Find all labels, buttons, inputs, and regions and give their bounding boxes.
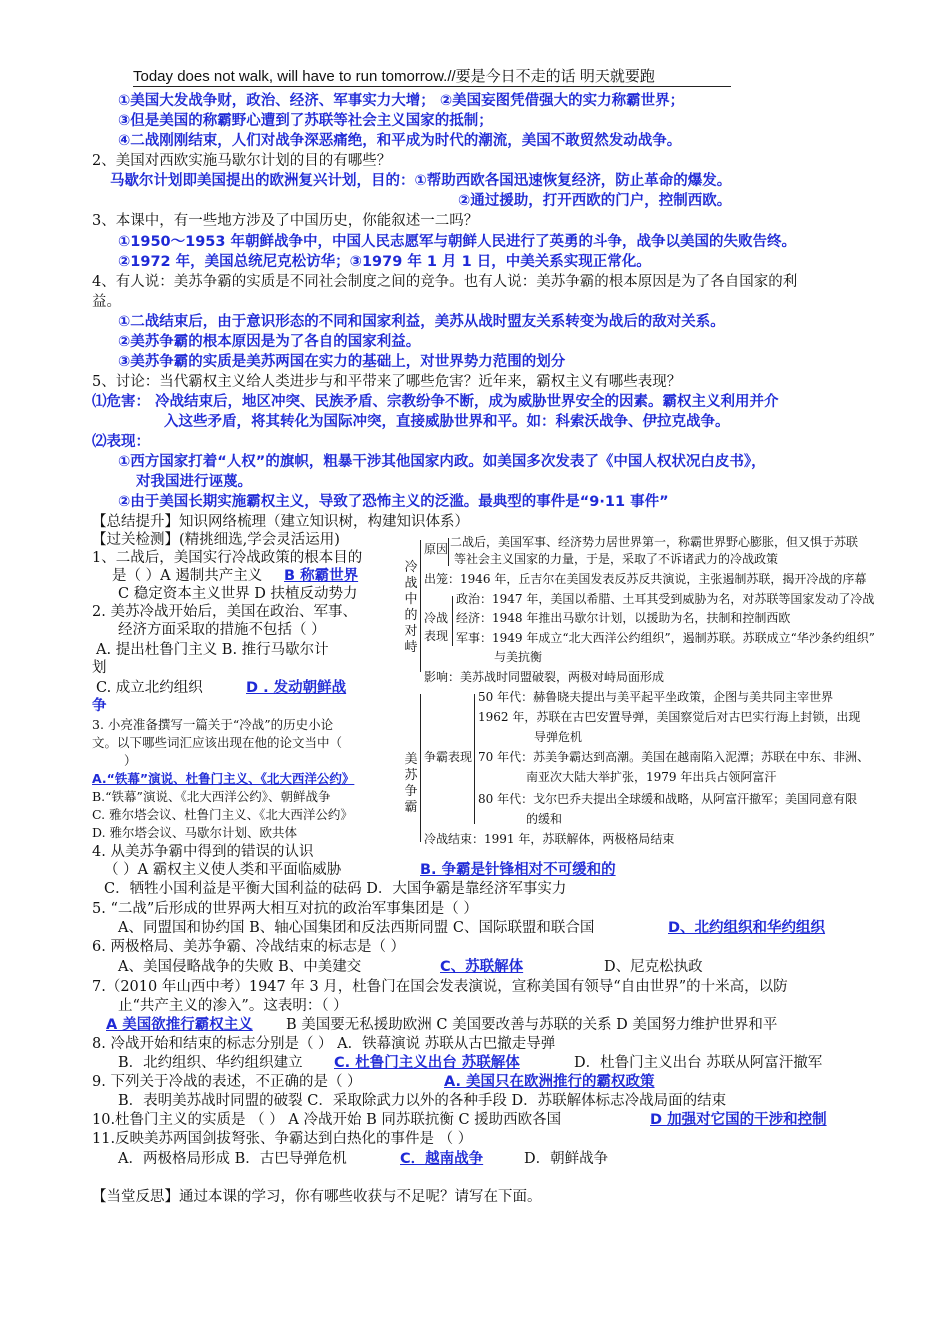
text-line: A．两极格局形成 B．古巴导弹危机 [118, 1151, 347, 1167]
text-line: 1、二战后，美国实行冷战政策的根本目的 [92, 550, 363, 566]
text-line: ②由于美国长期实施霸权主义，导致了恐怖主义的泛滥。最典型的事件是“9·11 事件” [118, 494, 669, 510]
text-line: D．杜鲁门主义出台 苏联从阿富汗撤军 [574, 1055, 823, 1071]
tree-node: 军事：1949 年成立“北大西洋公约组织”，遏制苏联。苏联成立“华沙条约组织” [456, 631, 875, 645]
text-line: 经济方面采取的措施不包括（ ） [118, 622, 326, 638]
text-line: 入这些矛盾，将其转化为国际冲突，直接威胁世界和平。如：科索沃战争、伊拉克战争。 [164, 414, 730, 430]
text-line: B. 争霸是针锋相对不可缓和的 [420, 862, 616, 878]
tree-bracket-rivalry-forms [474, 694, 475, 824]
tree-node: 南亚次大陆大举扩张，1979 年出兵占领阿富汗 [526, 770, 777, 784]
text-line: A、同盟国和协约国 B、轴心国集团和反法西斯同盟 C、国际联盟和联合国 [118, 920, 595, 936]
text-line: ③美苏争霸的实质是美苏两国在实力的基础上，对世界势力范围的划分 [118, 354, 566, 370]
text-line: 2. 美苏冷战开始后，美国在政治、军事、 [92, 604, 357, 620]
text-line: 对我国进行诬蔑。 [136, 474, 252, 490]
text-line: 【过关检测】(精挑细选,学会灵活运用) [92, 532, 340, 548]
tree-node: 冷战 [424, 611, 449, 625]
tree-bracket-rivalry [420, 694, 421, 842]
tree-node: 原因 [424, 542, 449, 556]
text-line: D . 发动朝鲜战 [246, 680, 347, 696]
text-line: C. 杜鲁门主义出台 苏联解体 [334, 1055, 520, 1071]
text-line: 10.杜鲁门主义的实质是 （ ） A 冷战开始 B 同苏联抗衡 C 援助西欧各国 [92, 1112, 562, 1128]
text-line: ②1972 年，美国总统尼克松访华；③1979 年 1 月 1 日，中美关系实现正常化。 [118, 254, 651, 270]
tree-node: 表现 [424, 629, 449, 643]
text-line: ④二战刚刚结束，人们对战争深恶痛绝，和平成为时代的潮流，美国不敢贸然发动战争。 [118, 133, 682, 149]
tree-node: 影响：美苏战时同盟破裂，两极对峙局面形成 [424, 670, 665, 684]
tree-node: 80 年代：戈尔巴乔夫提出全球缓和战略，从阿富汗撤军；美国同意有限 [478, 792, 858, 806]
text-line: D．朝鲜战争 [524, 1151, 609, 1167]
text-line: 【总结提升】知识网络梳理（建立知识树，构建知识体系） [92, 514, 469, 530]
page-header: Today does not walk, will have to run tomorrow.//要是今日不走的话 明天就要跑 [133, 68, 731, 87]
text-line: C. 成立北约组织 [96, 680, 203, 696]
tree-node: 经济：1948 年推出马歇尔计划，以援助为名，扶制和控制西欧 [456, 611, 791, 625]
text-line: ①美国大发战争财，政治、经济、军事实力大增； ②美国妄图凭借强大的实力称霸世界； [118, 93, 685, 109]
tree-root-rivalry: 美 苏 争 霸 [404, 752, 418, 815]
text-line: B 美国要无私援助欧洲 C 美国要改善与苏联的关系 D 美国努力维护世界和平 [286, 1017, 778, 1033]
text-line: 争 [92, 698, 107, 714]
text-line: A 美国欲推行霸权主义 [106, 1017, 253, 1033]
tree-node: 等社会主义国家的力量，于是，采取了不诉诸武力的冷战政策 [454, 552, 779, 566]
text-line: 11.反映美苏两国剑拔弩张、争霸达到白热化的事件是 （ ） [92, 1131, 473, 1147]
text-line: 文。以下哪些词汇应该出现在他的论文当中（ [92, 735, 343, 750]
text-line: 5. “二战”后形成的世界两大相互对抗的政治军事集团是（ ） [92, 901, 478, 917]
text-line: D 加强对它国的干涉和控制 [650, 1112, 827, 1128]
text-line: A、美国侵略战争的失败 B、中美建交 [118, 959, 362, 975]
text-line: A.“铁幕”演说、杜鲁门主义、《北大西洋公约》 [92, 771, 355, 786]
tree-node: 出笼：1946 年，丘吉尔在美国发表反苏反共演说，主张遏制苏联，揭开冷战的序幕 [424, 572, 867, 586]
text-line: C．越南战争 [400, 1151, 484, 1167]
text-line: （ ）A 霸权主义使人类和平面临威胁 [104, 862, 342, 878]
text-line: 划 [92, 660, 107, 676]
tree-node: 70 年代：苏美争霸达到高潮。美国在越南陷入泥潭；苏联在中东、非洲、 [478, 750, 870, 764]
text-line: ） [124, 753, 137, 768]
text-line: 3. 小亮准备撰写一篇关于“冷战”的历史小论 [92, 717, 334, 732]
text-line: 益。 [92, 294, 121, 310]
text-line: B．北约组织、华约组织建立 [118, 1055, 303, 1071]
text-line: 2、美国对西欧实施马歇尔计划的目的有哪些？ [92, 153, 392, 169]
text-line: ⑵表现： [92, 434, 150, 450]
text-line: C、苏联解体 [440, 959, 524, 975]
text-line: 【当堂反思】通过本课的学习，你有哪些收获与不足呢？请写在下面。 [92, 1189, 542, 1205]
text-line: ②通过援助，打开西欧的门户，控制西欧。 [458, 193, 732, 209]
tree-node: 的缓和 [526, 812, 563, 826]
tree-node: 冷战结束：1991 年，苏联解体，两极格局结束 [424, 832, 675, 846]
text-line: 4、有人说：美苏争霸的实质是不同社会制度之间的竞争。也有人说：美苏争霸的根本原因是为了各自国家的利 [92, 274, 798, 290]
text-line: ⑴危害： 冷战结束后，地区冲突、民族矛盾、宗教纷争不断，成为威胁世界安全的因素。霸权主义利用并介 [92, 394, 779, 410]
text-line: 5、讨论：当代霸权主义给人类进步与和平带来了哪些危害？近年来，霸权主义有哪些表现？ [92, 374, 682, 390]
text-line: 7.（2010 年山西中考）1947 年 3 月，杜鲁门在国会发表演说，宣称美国有领导“自由世界”的十米高，以防 [92, 979, 788, 995]
text-line: B 称霸世界 [284, 568, 359, 584]
text-line: ①西方国家打着“人权”的旗帜，粗暴干涉其他国家内政。如美国多次发表了《中国人权状况白皮书》， [118, 454, 766, 470]
tree-bracket-forms [452, 596, 453, 646]
text-line: B.“铁幕”演说、《北大西洋公约》、朝鲜战争 [92, 789, 331, 804]
text-line: ①二战结束后，由于意识形态的不同和国家利益，美苏从战时盟友关系转变为战后的敌对关系。 [118, 314, 725, 330]
text-line: 8. 冷战开始和结束的标志分别是（ ） A．铁幕演说 苏联从古巴撤走导弹 [92, 1036, 556, 1052]
text-line: D、尼克松执政 [604, 959, 703, 975]
text-line: ③但是美国的称霸野心遭到了苏联等社会主义国家的抵制； [118, 113, 493, 129]
tree-bracket-reason [448, 538, 449, 566]
text-line: ①1950～1953 年朝鲜战争中，中国人民志愿军与朝鲜人民进行了英勇的斗争，战争以美国的失败告终。 [118, 234, 797, 250]
tree-root-cold-war: 冷 战 中 的 对 峙 [404, 560, 418, 655]
tree-node: 导弹危机 [534, 730, 583, 744]
text-line: 止“共产主义的渗入”。这表明：（ ） [118, 998, 348, 1014]
tree-node: 1962 年，苏联在古巴安置导弹，美国察觉后对古巴实行海上封锁，出现 [478, 710, 861, 724]
text-line: 是（ ）A 遏制共产主义 [112, 568, 263, 584]
tree-node: 与美抗衡 [494, 650, 543, 664]
text-line: C. 雅尔塔会议、杜鲁门主义、《北大西洋公约》 [92, 807, 353, 822]
text-line: 4. 从美苏争霸中得到的错误的认识 [92, 844, 314, 860]
text-line: 6. 两极格局、美苏争霸、冷战结束的标志是（ ） [92, 939, 406, 955]
text-line: D. 雅尔塔会议、马歇尔计划、欧共体 [92, 825, 298, 840]
text-line: 马歇尔计划即美国提出的欧洲复兴计划，目的：①帮助西欧各国迅速恢复经济，防止革命的爆发。 [110, 173, 732, 189]
tree-node: 二战后，美国军事、经济势力居世界第一，称霸世界野心膨胀，但又惧于苏联 [450, 535, 859, 549]
tree-node: 政治：1947 年，美国以希腊、土耳其受到威胁为名，对苏联等国家发动了冷战 [456, 592, 875, 606]
tree-node: 争霸表现 [424, 750, 473, 764]
text-line: 9. 下列关于冷战的表述，不正确的是（ ） [92, 1074, 362, 1090]
tree-node: 50 年代：赫鲁晓夫提出与美平起平坐政策，企图与美共同主宰世界 [478, 690, 834, 704]
tree-bracket-cold-war [420, 540, 421, 672]
text-line: A. 提出杜鲁门主义 B. 推行马歇尔计 [96, 642, 329, 658]
text-line: C．牺牲小国利益是平衡大国利益的砝码 D．大国争霸是靠经济军事实力 [104, 881, 567, 897]
text-line: A. 美国只在欧洲推行的霸权政策 [444, 1074, 655, 1090]
text-line: 3、本课中，有一些地方涉及了中国历史，你能叙述一二吗？ [92, 213, 479, 229]
text-line: ②美苏争霸的根本原因是为了各自的国家利益。 [118, 334, 421, 350]
text-line: B．表明美苏战时同盟的破裂 C．采取除武力以外的各种手段 D．苏联解体标志冷战局面的结束 [118, 1093, 727, 1109]
text-line: C 稳定资本主义世界 D 扶植反动势力 [118, 586, 358, 602]
text-line: D、北约组织和华约组织 [668, 920, 826, 936]
